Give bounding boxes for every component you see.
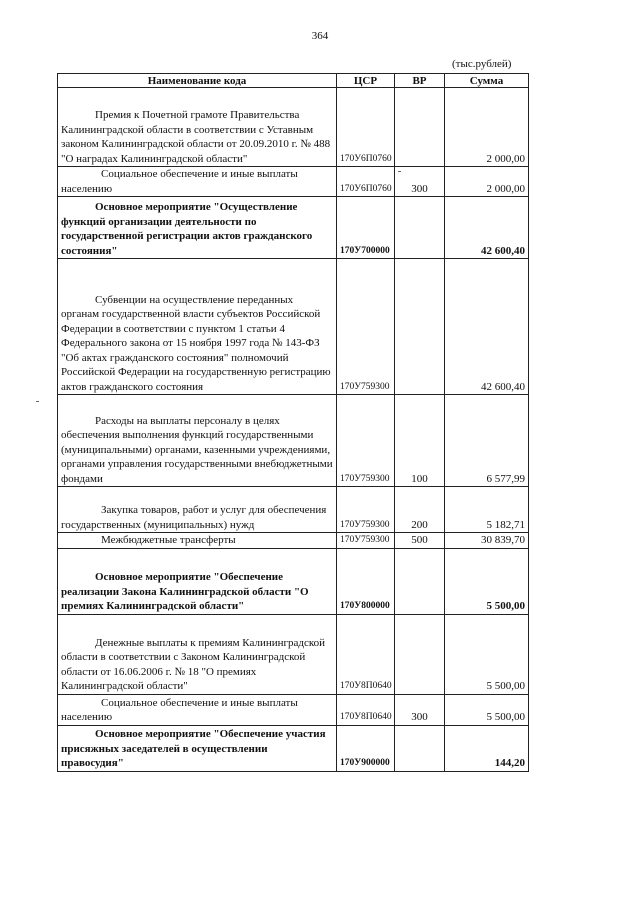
table-row [58,197,529,259]
row-vr: 100 [395,395,445,487]
row-name: Премия к Почетной грамоте Правительства Калининградской области в соответствии с Уставным законом Калининградской области от 20.09.2010 г. № 488 "О наградах Калининградской области" [58,88,337,167]
table-row [58,487,529,533]
table-row [58,725,529,771]
units-label: (тыс.рублей) [452,58,512,70]
row-sum: 5 500,00 [445,548,529,614]
header-sum: Сумма [445,74,529,88]
table-row [58,533,529,549]
row-vr: 500 [395,533,445,549]
row-name: Основное мероприятие "Осуществление функций организации деятельности по государственной регистрации актов гражданского состояния" [58,197,337,259]
row-sum: 2 000,00 [445,88,529,167]
row-name: Закупка товаров, работ и услуг для обеспечения государственных (муниципальных) нужд [58,487,337,533]
row-csr: 170У759300 [337,487,395,533]
margin-mark [36,401,39,402]
row-csr: 170У800000 [337,548,395,614]
row-vr [395,259,445,395]
row-csr: 170У6П0760 [337,167,395,197]
header-vr: ВР [395,74,445,88]
row-vr: 300 [395,167,445,197]
row-sum: 5 182,71 [445,487,529,533]
header-csr: ЦСР [337,74,395,88]
row-vr [395,197,445,259]
row-sum: 6 577,99 [445,395,529,487]
row-name: Основное мероприятие "Обеспечение участия присяжных заседателей в осуществлении правосудия" [58,725,337,771]
row-vr [395,725,445,771]
row-csr: 170У8П0640 [337,694,395,725]
row-name: Субвенции на осуществление переданных органам государственной власти субъектов Российской Федерации в соответствии с пунктом 1 статьи 4 Федерального закона от 15 ноября 1997 года № 143-ФЗ "Об актах гражданского состояния" полномочий Российской Федерации на государственную регистрацию актов гражданского состояния [58,259,337,395]
table-row [58,259,529,395]
row-name: Межбюджетные трансферты [58,533,337,549]
row-sum: 5 500,00 [445,694,529,725]
row-csr: 170У8П0640 [337,614,395,694]
row-name: Денежные выплаты к премиям Калининградской области в соответствии с Законом Калининградской области от 16.06.2006 г. № 18 "О премиях Калининградской области" [58,614,337,694]
row-csr: 170У900000 [337,725,395,771]
row-name: Социальное обеспечение и иные выплаты населению [58,694,337,725]
row-sum: 2 000,00 [445,167,529,197]
row-csr: 170У759300 [337,395,395,487]
table-row [58,548,529,614]
row-csr: 170У759300 [337,259,395,395]
table-header-row [58,74,529,88]
row-sum: 42 600,40 [445,197,529,259]
row-name: Расходы на выплаты персоналу в целях обеспечения выполнения функций государственными (муниципальными) органами, казенными учреждениями, органами управления государственными внебюджетными фондами [58,395,337,487]
row-sum: 5 500,00 [445,614,529,694]
row-sum: 30 839,70 [445,533,529,549]
row-name: Социальное обеспечение и иные выплаты населению [58,167,337,197]
budget-table [57,73,529,772]
row-csr: 170У759300 [337,533,395,549]
row-vr: 200 [395,487,445,533]
table-row [58,88,529,167]
row-sum: 42 600,40 [445,259,529,395]
row-name: Основное мероприятие "Обеспечение реализации Закона Калининградской области "О премиях Калининградской области" [58,548,337,614]
row-csr: 170У700000 [337,197,395,259]
header-name: Наименование кода [58,74,337,88]
table-row [58,167,529,197]
row-vr [395,88,445,167]
row-vr [395,548,445,614]
row-vr: 300 [395,694,445,725]
table-row [58,614,529,694]
table-row [58,694,529,725]
table-row [58,395,529,487]
row-sum: 144,20 [445,725,529,771]
row-vr [395,614,445,694]
row-csr: 170У6П0760 [337,88,395,167]
page-number: 364 [311,30,329,42]
